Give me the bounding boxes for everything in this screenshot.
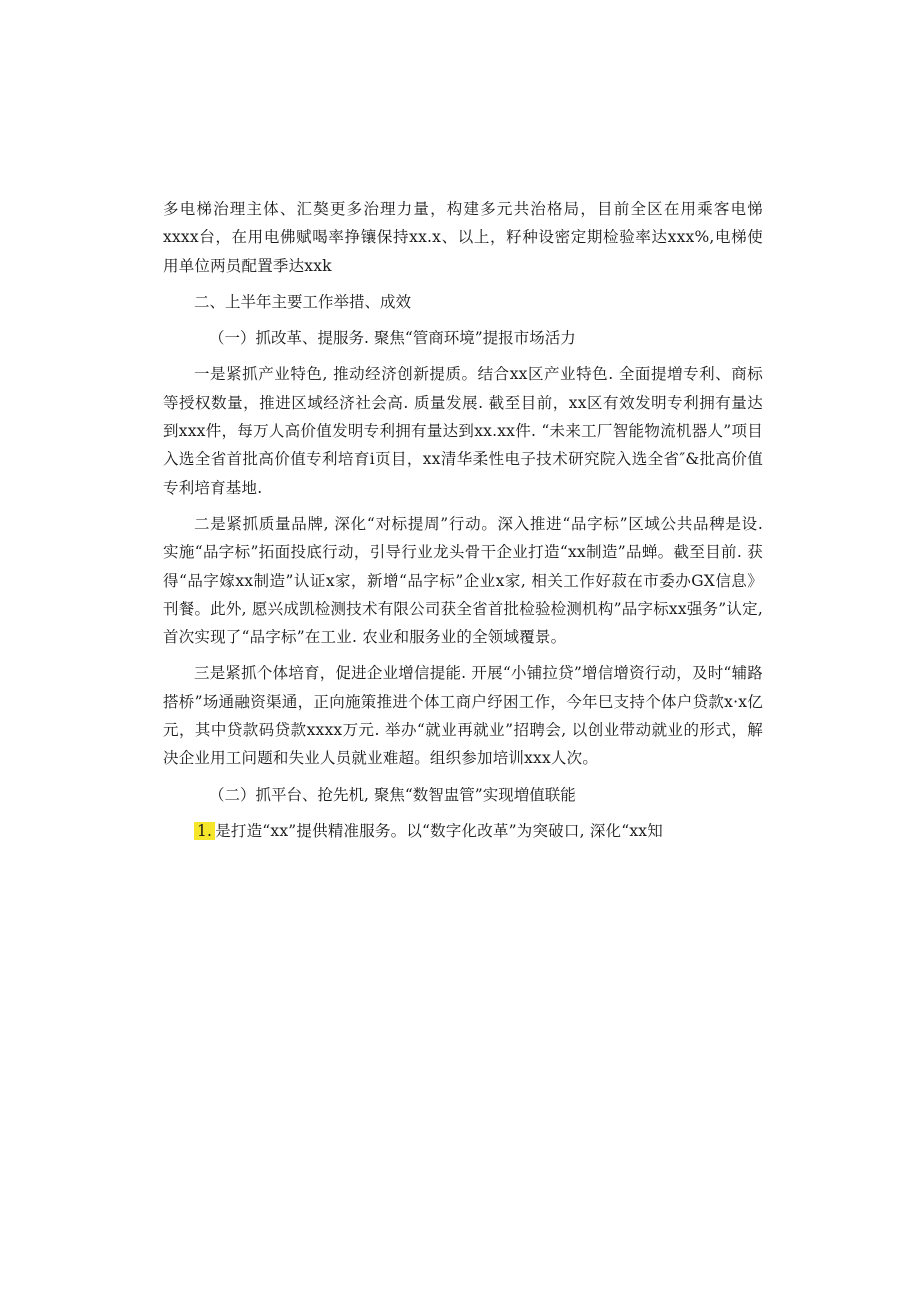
subsection-heading-1: （一）抓改革、提服务. 聚焦“管商环境”提报市场活力 <box>209 329 576 348</box>
paragraph-individual-business: 三是紧抓个体培育，促进企业增信提能. 开展“小铺拉贷”增信增资行动，及时“辅路搭桥”场通融资渠通，正向施策推进个体工商户纾困工作，今年巳支持个体户贷款x·x亿元，其中贷款码贷款xxxx万元. 举办“就业再就业”招聘会, 以创业带动就业的形式，解决企业用工问题和失业人员就业难超。组织参加培训xxx人次。 <box>163 664 763 768</box>
paragraph-quality-brand: 二是紧抓质量品牌, 深化“对标提周”行动。深入推进“品字标”区域公共品稗是设. 实施“品字标”拓面投底行动，引导行业龙头骨干企业打造“xx制造”品蝉。截至目前. 获得“品字嫁xx制造”认证x家，新增“品字标”企业x家, 相关工作好菽在市委办GX信息》刊餐。此外, 愿兴成凯检测技术有限公司获全省首批检验检测机构”品字标xx强务”认定, 首次实现了“品字标”在工业. 农业和服务业的全领域覆景。 <box>163 514 763 647</box>
subsection-heading-2: （二）抓平台、抢先机, 聚焦“数智盅管”实现増值联能 <box>209 785 576 804</box>
section-heading-2: 二、上半年主要工作举措、成效 <box>194 292 412 311</box>
paragraph-platform-text: 是打造“xx”提供精准服务。以“数字化改革”为突破口, 深化“xx知 <box>215 821 663 840</box>
document-body <box>163 195 763 845</box>
paragraph-platform <box>163 817 763 845</box>
intro-paragraph: 多电梯治理主体、汇獒更多治理力量，构建多元共治格局，目前全区在用乘客电悌xxxx台，在用电佛赋喝率挣镶保持xx.x、以上，籽种设密定期检验率达xxx%,电梯使用单位两员配置季达xxk <box>163 200 763 275</box>
paragraph-industry: 一是紧抓产业特色, 推动经济创新提质。结合xx区产业特色. 全面提増专利、商标等授权数量，推进区域经济社会高. 质量发展. 截至目前，xx区有效发明专利拥有量达到xxx件，每万人高价值发明专利拥有量达到xx.xx件. “未来工厂智能物流机器人”项目入选全省首批高价值专利培育i页目，xx清华柔性电子技术研究院入选全省″&批高价值专利培育基地. <box>163 365 763 497</box>
highlighted-list-marker: 1. <box>194 822 215 840</box>
